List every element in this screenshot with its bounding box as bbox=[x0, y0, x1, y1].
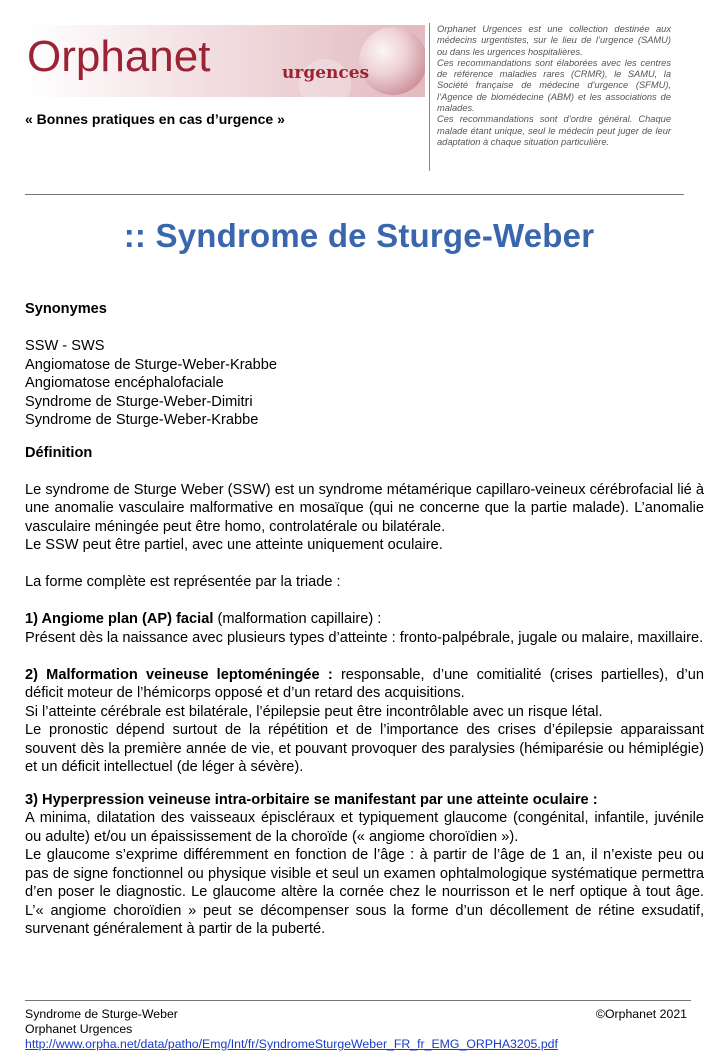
synonym-item: Angiomatose encéphalofaciale bbox=[25, 375, 224, 391]
triad-item-2-head: 2) Malformation veineuse leptoméningée : bbox=[25, 666, 333, 683]
disclaimer-paragraph: Orphanet Urgences est une collection destinée aux médecins urgentistes, sur le lieu de l’urgence (SAMU) ou dans les urgences hospitalières. bbox=[437, 24, 671, 57]
synonym-item: SSW - SWS bbox=[25, 338, 105, 354]
triad-item-2-text: Le pronostic dépend surtout de la répétition et de l’importance des crises d’épilepsie apparaissant souvent dès la première année de vie, et pouvant provoquer des paralysies (hémiparésie ou hémiplégie) et un déficit intellectuel (de léger à sévère). bbox=[25, 722, 704, 775]
footer-separator bbox=[25, 1000, 691, 1001]
footer-source-link[interactable]: http://www.orpha.net/data/patho/Emg/Int/fr/SyndromeSturgeWeber_FR_fr_EMG_ORPHA3205.pdf bbox=[25, 1037, 558, 1051]
triad-item-1-head: 1) Angiome plan (AP) facial bbox=[25, 611, 214, 627]
synonyms-heading: Synonymes bbox=[25, 301, 107, 317]
definition-paragraph: Le SSW peut être partiel, avec une atteinte uniquement oculaire. bbox=[25, 537, 443, 553]
triad-item-3-text: A minima, dilatation des vaisseaux épiscléraux et typiquement glaucome (congénital, infantile, juvénile ou adulte) et/ou un épaississement de la choroïde (« angiome choroïdien »). bbox=[25, 810, 704, 845]
disclaimer-paragraph: Ces recommandations sont élaborées avec les centres de référence maladies rares (CRMR), le SAMU, la Société française de médecine d’urgence (SFMU), l’Agence de biomédecine (ABM) et les associations de malades. bbox=[437, 57, 671, 114]
logo-subtitle: urgences bbox=[282, 63, 370, 83]
triad-item-1-text: Présent dès la naissance avec plusieurs types d’atteinte : fronto-palpébrale, jugale ou malaire, maxillaire. bbox=[25, 629, 704, 646]
footer-copyright: ©Orphanet 2021 bbox=[595, 1007, 687, 1021]
synonym-item: Syndrome de Sturge-Weber-Krabbe bbox=[25, 412, 259, 428]
triad-intro: La forme complète est représentée par la triade : bbox=[25, 574, 341, 590]
logo-wordmark: Orphanet bbox=[27, 32, 211, 81]
synonym-item: Angiomatose de Sturge-Weber-Krabbe bbox=[25, 356, 278, 373]
triad-item-3-text: Le glaucome s’exprime différemment en fonction de l’âge : à partir de l’âge de 1 an, il n’existe peu ou pas de signe fonctionnel ou physique visible et seul un examen ophtalmologique systématique permettra d’en poser le diagnostic. Le glaucome altère la cornée chez le nourrisson et le nerf optique à tout âge. L’« angiome choroïdien » peut se décompenser sous la forme d’un décollement de rétine exsudatif, survenant généralement à partir de la puberté. bbox=[25, 847, 704, 937]
triad-item-2-tail: responsable, d’une comitialité (crises partielles), d’un déficit moteur de l’hémicorps opposé et d’un retard des acquisitions. bbox=[25, 666, 705, 701]
page-title: :: Syndrome de Sturge-Weber bbox=[123, 217, 595, 254]
triad-item-2-title bbox=[25, 666, 704, 703]
footer-document-name: Syndrome de Sturge-Weber bbox=[25, 1007, 178, 1021]
definition-heading: Définition bbox=[25, 444, 93, 461]
triad-item-1-title bbox=[25, 610, 704, 629]
definition-paragraph: Le syndrome de Sturge Weber (SSW) est un syndrome métamérique capillaro-veineux cérébrofacial lié à une anomalie vasculaire malformative en mosaïque (qui ne concerne que la partie malade). L’anomalie vasculaire méningée peut être homo, controlatérale ou bilatérale. bbox=[25, 481, 704, 535]
triad-item-2-text: Si l’atteinte cérébrale est bilatérale, l’épilepsie peut être incontrôlable avec un risque létal. bbox=[25, 703, 603, 720]
orphanet-urgences-logo bbox=[25, 25, 425, 97]
footer-collection-name: Orphanet Urgences bbox=[25, 1022, 133, 1036]
triad-item-1-tail: (malformation capillaire) : bbox=[213, 611, 382, 627]
header-divider bbox=[429, 23, 430, 171]
disclaimer-paragraph: Ces recommandations sont d’ordre général. Chaque malade étant unique, seul le médecin peut juger de leur adaptation à chaque situation particulière. bbox=[437, 114, 671, 147]
header-separator bbox=[25, 194, 684, 195]
disclaimer-note bbox=[437, 24, 671, 148]
main-content bbox=[25, 300, 704, 939]
triad-item-3-head: 3) Hyperpression veineuse intra-orbitaire se manifestant par une atteinte oculaire : bbox=[25, 791, 598, 808]
tagline: « Bonnes pratiques en cas d’urgence » bbox=[25, 111, 285, 127]
synonym-item: Syndrome de Sturge-Weber-Dimitri bbox=[25, 393, 253, 410]
